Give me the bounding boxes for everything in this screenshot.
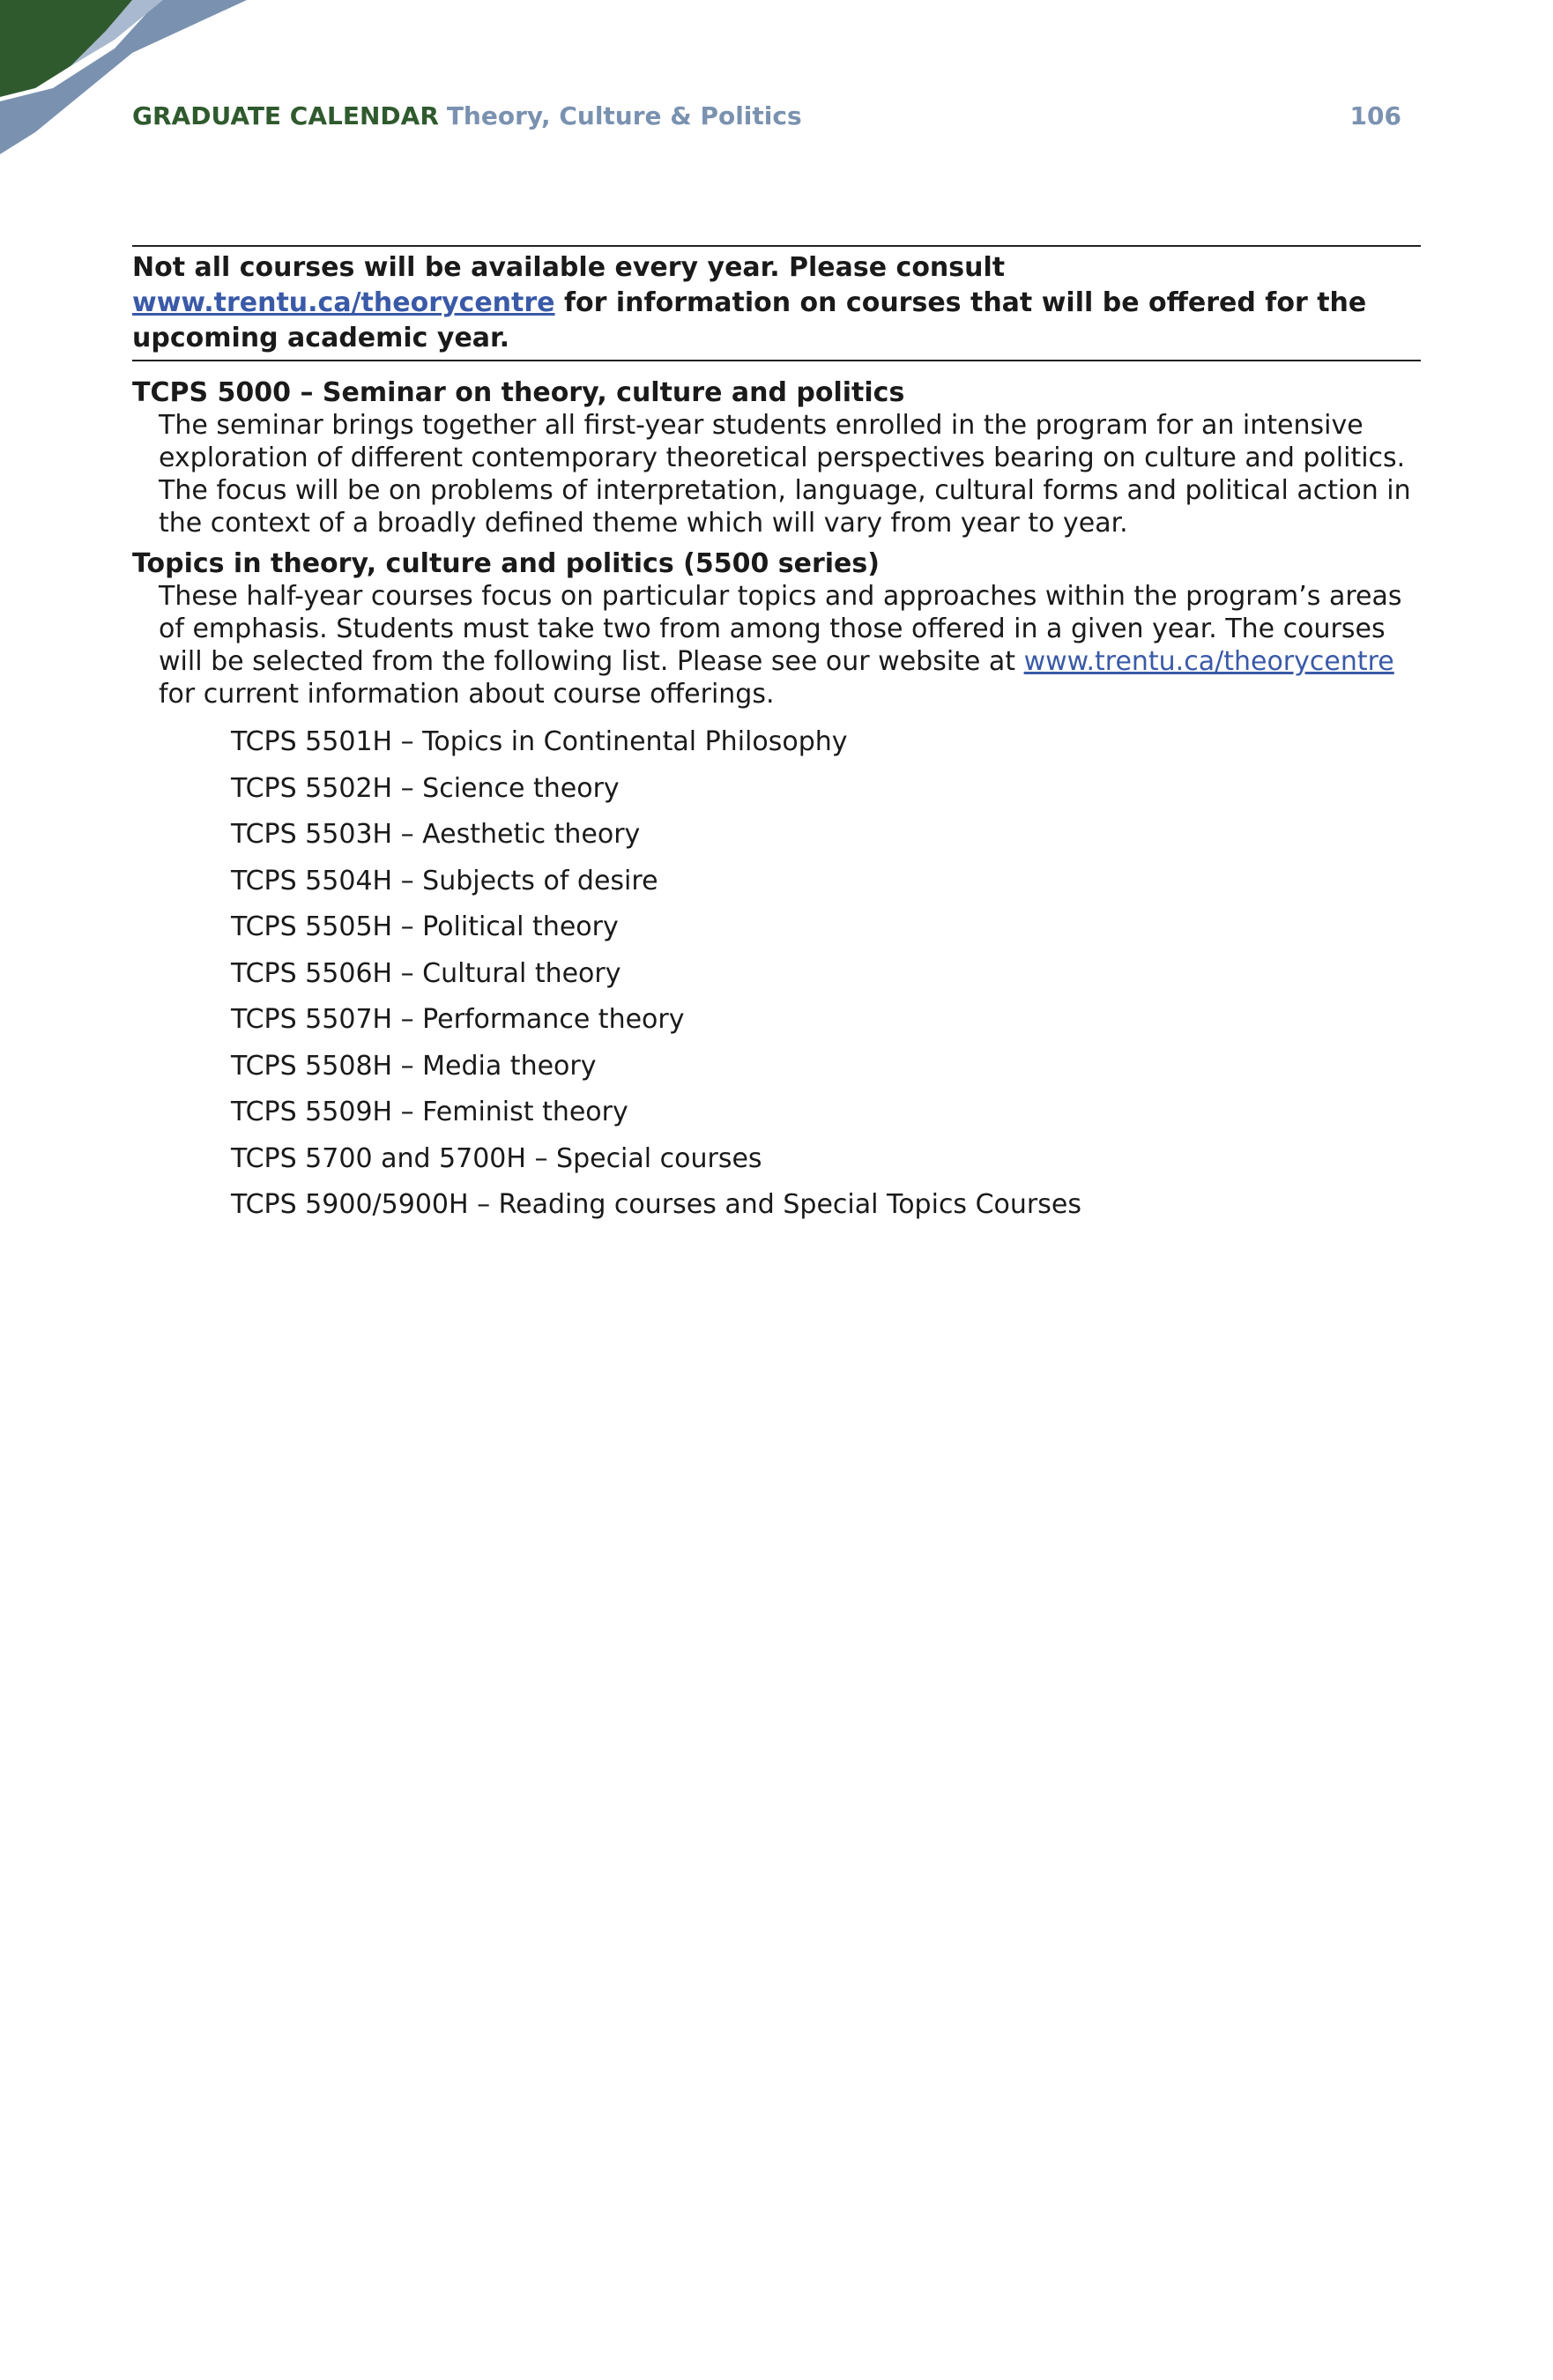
list-item: TCPS 5502H – Science theory — [231, 772, 620, 804]
topic-course-list — [132, 719, 1421, 1229]
corner-decoration — [0, 0, 264, 167]
notice-text-before: Not all courses will be available every year. Please consult — [132, 252, 1006, 283]
header-section-title: Theory, Culture & Politics — [446, 101, 802, 130]
running-header — [132, 99, 1401, 134]
list-item: TCPS 5700 and 5700H – Special courses — [231, 1142, 762, 1174]
availability-notice — [132, 245, 1421, 361]
course-description: The seminar brings together all first-year students enrolled in the program for an intensive exploration of different contemporary theoretical perspectives bearing on culture and politics. The focus will be on problems of interpretation, language, cultural forms and political action in the context of a broadly defined theme which will vary from year to year. — [159, 410, 1411, 539]
theorycentre-link[interactable]: www.trentu.ca/theorycentre — [1023, 646, 1394, 677]
list-item: TCPS 5506H – Cultural theory — [231, 957, 621, 989]
list-item: TCPS 5507H – Performance theory — [231, 1004, 685, 1035]
description-text-before: These half-year courses focus on particular topics and approaches within the program’s areas of emphasis. Students must take two from among those offered in a given year. The courses will be selected from the following list. Please see our website at — [159, 581, 1402, 677]
list-item: TCPS 5900/5900H – Reading courses and Special Topics Courses — [231, 1189, 1081, 1220]
list-item: TCPS 5501H – Topics in Continental Philosophy — [231, 726, 848, 757]
list-item: TCPS 5503H – Aesthetic theory — [231, 819, 641, 850]
list-item: TCPS 5505H – Political theory — [231, 911, 619, 942]
list-item: TCPS 5508H – Media theory — [231, 1050, 597, 1082]
course-title: Topics in theory, culture and politics (5500 series) — [132, 548, 880, 579]
theorycentre-link[interactable]: www.trentu.ca/theorycentre — [132, 287, 555, 318]
page-number: 106 — [1349, 101, 1401, 130]
course-listing — [132, 377, 1421, 1229]
list-item: TCPS 5504H – Subjects of desire — [231, 865, 658, 896]
notice-text-after: for information on courses that will be offered for the upcoming academic year. — [132, 287, 1367, 353]
description-text-after: for current information about course offerings. — [159, 679, 775, 710]
list-item: TCPS 5509H – Feminist theory — [231, 1097, 628, 1127]
course-description — [159, 580, 1421, 710]
course-title: TCPS 5000 – Seminar on theory, culture and politics — [132, 377, 905, 408]
header-calendar-label: GRADUATE CALENDAR — [132, 101, 439, 130]
